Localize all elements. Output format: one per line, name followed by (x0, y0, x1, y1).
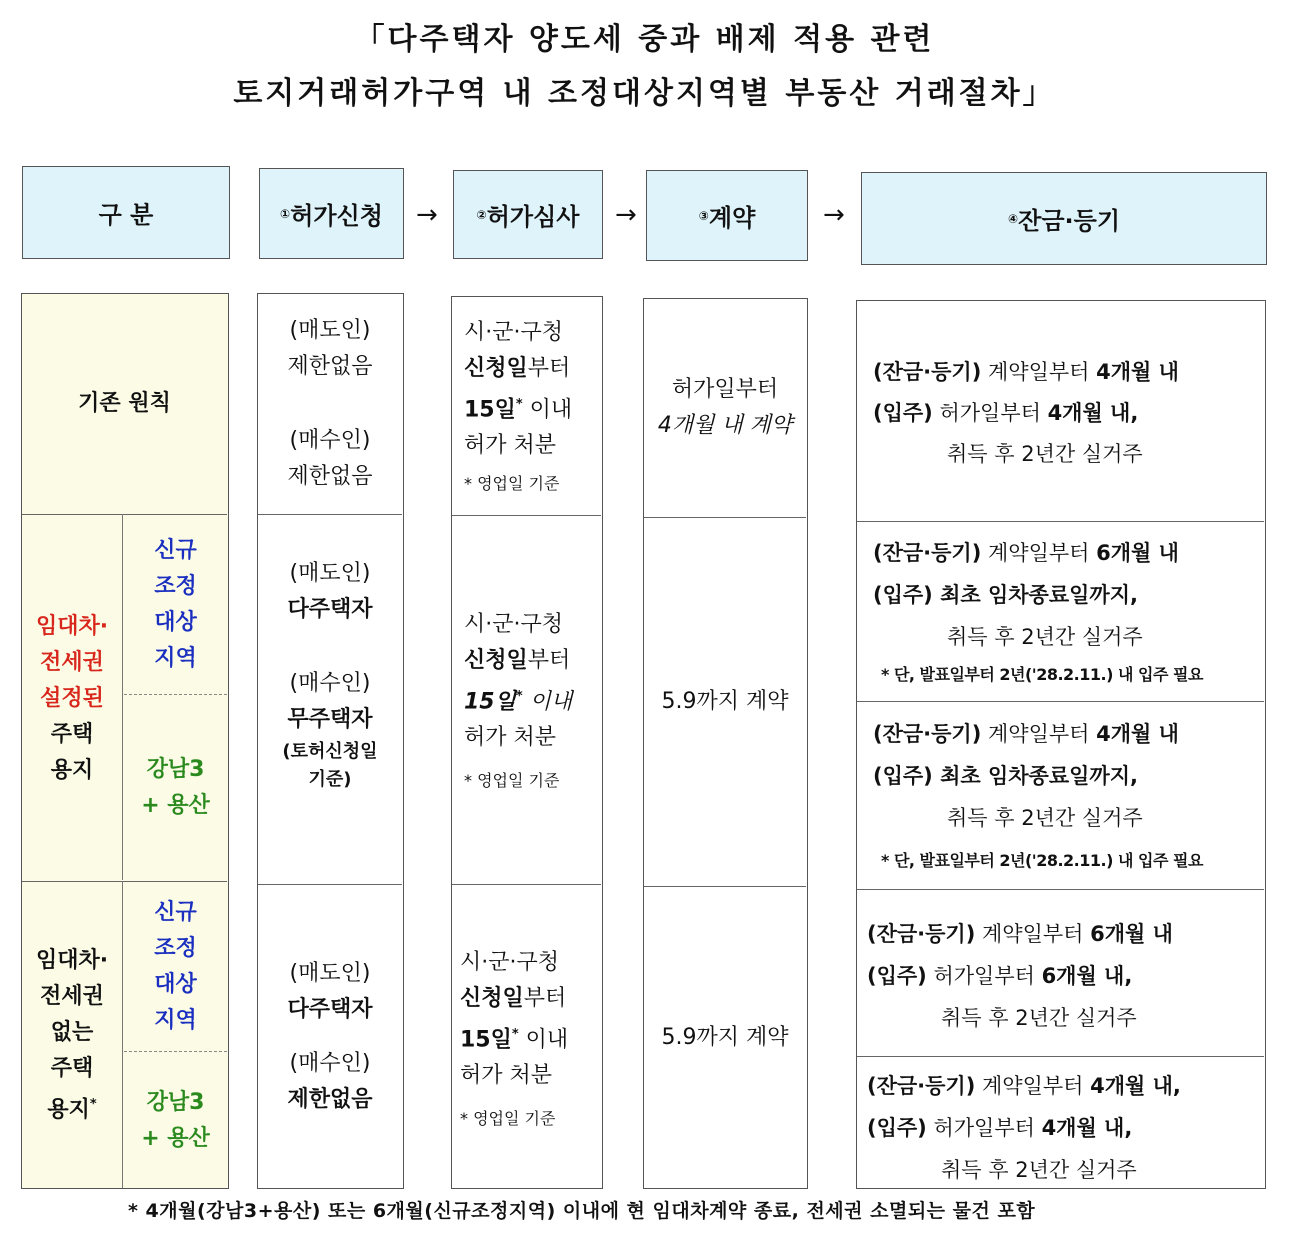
contract-column (643, 298, 808, 1189)
lease-label (22, 516, 122, 882)
review-text: 부터 (527, 356, 571, 381)
review-bold: 신청일 (464, 648, 528, 673)
sub-label-line: 지역 (154, 646, 197, 671)
category-column (21, 293, 229, 1189)
seller-tag: (매도인) (289, 318, 371, 343)
divider (857, 889, 1264, 890)
final-text: 허가일부터 (926, 964, 1042, 988)
final-line: 취득 후 2년간 실거주 (941, 1158, 1137, 1182)
divider (122, 881, 123, 1188)
review-bold: 신청일 (460, 986, 524, 1011)
review-line: 허가 처분 (464, 433, 557, 459)
buyer-tag: (매수인) (289, 1051, 371, 1076)
nolease-sub-new-region (124, 883, 227, 1051)
review-line: 허가 처분 (460, 1063, 553, 1089)
nolease-final-new-region (867, 915, 1263, 1037)
final-bold: 최초 임차종료일까지, (932, 764, 1138, 788)
nolease-label-line (47, 1087, 96, 1128)
step-2-label: 허가심사 (486, 203, 580, 231)
divider (857, 701, 1264, 702)
header-step-1 (259, 168, 404, 259)
seller-tag: (매도인) (289, 961, 371, 986)
arrow-icon: → (823, 200, 845, 230)
footnote-star: * (89, 1096, 97, 1112)
review-text: 부터 (523, 986, 567, 1011)
nolease-label-line: 임대차· (35, 947, 109, 973)
final-line (867, 1105, 1263, 1151)
final-tag: (잔금·등기) (867, 922, 976, 946)
review-line (464, 387, 600, 428)
final-note: * 단, 발표일부터 2년('28.2.11.) 내 입주 필요 (881, 851, 1203, 870)
final-tag: (입주) (867, 1116, 927, 1140)
review-column (451, 296, 603, 1189)
buyer-value: 제한없음 (287, 1087, 373, 1112)
sub-label-line: 강남3 (146, 757, 205, 782)
final-tag: (잔금·등기) (873, 360, 982, 384)
final-bold: 최초 임차종료일까지, (932, 583, 1138, 607)
review-line (464, 679, 600, 720)
review-line: 시·군·구청 (464, 320, 563, 345)
sub-label-line: 신규 (154, 538, 197, 563)
final-line (873, 534, 1263, 572)
final-text: 계약일부터 (975, 1074, 1091, 1098)
seller-value: 제한없음 (287, 354, 373, 379)
header-step-4 (861, 172, 1267, 265)
seller-value: 다주택자 (287, 997, 373, 1022)
nolease-label (22, 883, 122, 1188)
review-line (464, 643, 600, 679)
final-line: 취득 후 2년간 실거주 (941, 1006, 1137, 1030)
divider (644, 886, 806, 887)
final-note: * 단, 발표일부터 2년('28.2.11.) 내 입주 필요 (881, 665, 1203, 684)
final-bold: 4개월 내 (1096, 360, 1179, 384)
review-line: 시·군·구청 (460, 950, 559, 975)
lease-label-line: 주택 (50, 722, 94, 747)
final-line (873, 715, 1263, 753)
step-2-number: ② (476, 207, 487, 222)
lease-label-line: 용지 (50, 758, 94, 783)
final-text: 계약일부터 (981, 360, 1097, 384)
buyer-tag: (매수인) (289, 428, 371, 453)
final-tag: (입주) (873, 764, 933, 788)
sub-label-line: + 용산 (141, 793, 210, 818)
final-tag: (입주) (873, 583, 933, 607)
final-line: 취득 후 2년간 실거주 (947, 806, 1143, 830)
lease-final-gangnam (873, 715, 1263, 885)
final-bold: 6개월 내 (1096, 541, 1179, 565)
divider (122, 514, 123, 880)
review-text: 이내 (522, 689, 573, 715)
arrow-icon: → (615, 200, 637, 230)
final-line (867, 1067, 1263, 1105)
lease-review (464, 607, 600, 806)
title-line-1: 「다주택자 양도세 중과 배제 적용 관련 (354, 22, 935, 57)
buyer-value: 제한없음 (287, 464, 373, 489)
nolease-label-line: 없는 (50, 1019, 94, 1045)
footnote-star: * (511, 1027, 519, 1042)
buyer-note: 기준) (308, 769, 352, 790)
divider (124, 1051, 227, 1052)
header-step-2 (453, 170, 603, 259)
sub-label-line: 대상 (154, 972, 197, 997)
arrow-icon: → (416, 200, 438, 230)
sub-label-line: + 용산 (141, 1125, 210, 1151)
review-line (464, 351, 600, 387)
lease-label-line: 전세권 (40, 650, 104, 675)
basic-label-text: 기존 원칙 (78, 391, 171, 416)
footnote-star: * (515, 689, 523, 704)
sub-label-line: 대상 (154, 610, 197, 635)
final-text: 계약일부터 (981, 722, 1097, 746)
nolease-label-text: 용지 (47, 1097, 90, 1123)
final-tag: (잔금·등기) (873, 722, 982, 746)
final-line (867, 915, 1263, 953)
basic-contract (644, 299, 806, 517)
review-text: 이내 (522, 397, 573, 423)
contract-line: 허가일부터 (671, 377, 779, 402)
lease-contract (644, 519, 806, 885)
apply-column (257, 293, 404, 1189)
final-tag: (입주) (873, 401, 933, 425)
basic-label (22, 294, 227, 514)
step-1-number: ① (280, 206, 291, 221)
review-days: 15일 (464, 397, 516, 423)
divider (452, 884, 601, 885)
buyer-value: 무주택자 (287, 707, 373, 732)
divider (452, 515, 601, 516)
lease-label-line: 설정된 (40, 686, 104, 711)
buyer-tag: (매수인) (289, 671, 371, 696)
final-tag: (입주) (867, 964, 927, 988)
review-line (460, 1017, 600, 1058)
header-step-3 (646, 170, 808, 261)
nolease-review (460, 945, 600, 1144)
lease-apply (258, 556, 402, 856)
review-note: * 영업일 기준 (464, 771, 560, 791)
review-text: 이내 (518, 1027, 569, 1053)
contract-line: 5.9까지 계약 (661, 689, 789, 714)
step-1-label: 허가신청 (290, 202, 383, 230)
divider (857, 1056, 1264, 1057)
contract-line: 5.9까지 계약 (661, 1025, 789, 1050)
nolease-label-line: 주택 (50, 1055, 94, 1081)
divider (22, 514, 227, 515)
final-line (873, 753, 1263, 799)
review-line: 허가 처분 (464, 725, 557, 751)
final-bold: 4개월 내, (1041, 1116, 1133, 1140)
sub-label-line: 조정 (154, 574, 197, 599)
final-text: 허가일부터 (926, 1116, 1042, 1140)
review-days: 15일 (464, 689, 516, 715)
final-bold: 6개월 내 (1090, 922, 1173, 946)
nolease-apply (258, 956, 402, 1156)
nolease-contract (644, 888, 806, 1188)
lease-final-new-region (873, 534, 1263, 694)
footnote-star: * (515, 397, 523, 412)
final-line (873, 572, 1263, 618)
sub-label-line: 강남3 (146, 1089, 205, 1115)
basic-review (464, 315, 600, 504)
final-line (873, 391, 1263, 435)
step-4-number: ④ (1007, 211, 1019, 226)
divider (258, 514, 402, 515)
lease-sub-new-region (124, 516, 227, 694)
buyer-note: (토허신청일 (282, 741, 378, 762)
basic-apply (258, 304, 402, 504)
lease-sub-gangnam (124, 696, 227, 880)
final-text: 계약일부터 (981, 541, 1097, 565)
final-text: 허가일부터 (932, 401, 1048, 425)
final-tag: (잔금·등기) (873, 541, 982, 565)
review-note: * 영업일 기준 (460, 1109, 556, 1129)
review-line (460, 981, 600, 1017)
seller-tag: (매도인) (289, 561, 371, 586)
final-text: 계약일부터 (975, 922, 1091, 946)
header-category (22, 166, 230, 259)
sub-label-line: 신규 (154, 900, 197, 925)
lease-label-line: 임대차· (35, 614, 109, 639)
review-note: * 영업일 기준 (464, 474, 560, 494)
seller-value: 다주택자 (287, 597, 373, 622)
divider (258, 884, 402, 885)
step-4-label: 잔금·등기 (1018, 207, 1121, 235)
final-line (873, 353, 1263, 391)
final-tag: (잔금·등기) (867, 1074, 976, 1098)
sub-label-line: 조정 (154, 936, 197, 961)
nolease-final-gangnam (867, 1067, 1263, 1189)
basic-final (873, 353, 1263, 473)
final-bold: 4개월 내 (1096, 722, 1179, 746)
final-line: 취득 후 2년간 실거주 (947, 442, 1143, 466)
contract-line: 4개월 내 계약 (657, 413, 793, 438)
sub-label-line: 지역 (154, 1008, 197, 1033)
step-3-label: 계약 (708, 204, 756, 232)
final-line (867, 953, 1263, 999)
review-line: 시·군·구청 (464, 612, 563, 637)
final-bold: 4개월 내, (1047, 401, 1139, 425)
divider (124, 694, 227, 695)
final-bold: 4개월 내, (1090, 1074, 1181, 1098)
header-category-label: 구 분 (98, 201, 154, 229)
divider (644, 517, 806, 518)
final-column (856, 300, 1266, 1189)
review-bold: 신청일 (464, 356, 528, 381)
title-line-2: 토지거래허가구역 내 조정대상지역별 부동산 거래절차」 (233, 76, 1056, 111)
step-3-number: ③ (698, 208, 709, 223)
divider (22, 881, 227, 882)
review-days: 15일 (460, 1027, 512, 1053)
footnote: * 4개월(강남3+용산) 또는 6개월(신규조정지역) 이내에 현 임대차계약 종료, 전세권 소멸되는 물건 포함 (128, 1200, 1036, 1222)
review-text: 부터 (527, 648, 571, 673)
nolease-sub-gangnam (124, 1053, 227, 1188)
nolease-label-line: 전세권 (40, 983, 104, 1009)
divider (857, 521, 1264, 522)
final-bold: 6개월 내, (1041, 964, 1133, 988)
final-line: 취득 후 2년간 실거주 (947, 625, 1143, 649)
